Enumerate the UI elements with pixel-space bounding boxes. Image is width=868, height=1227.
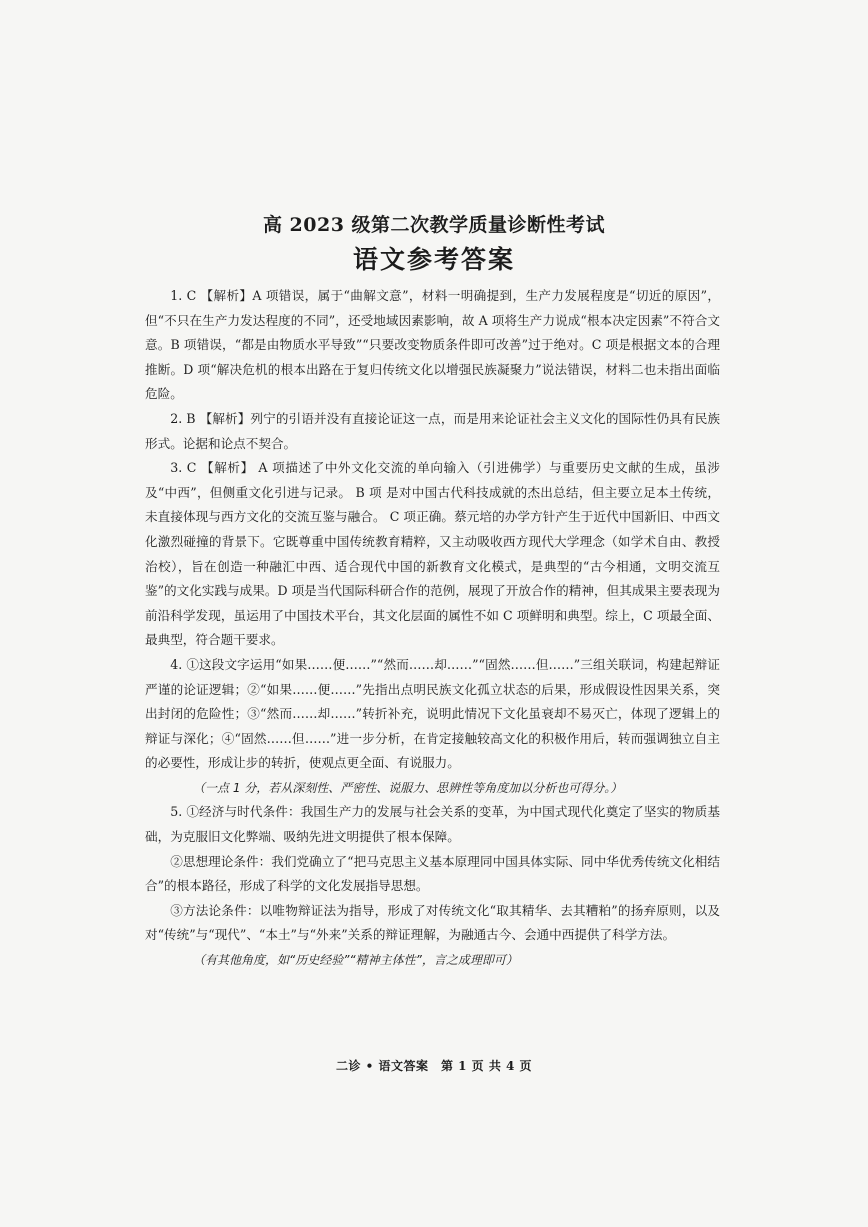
scoring-note-q4: （一点 1 分，若从深刻性、严密性、说服力、思辨性等角度加以分析也可得分。） — [193, 780, 623, 795]
answer-content — [145, 284, 720, 973]
page-title: 语文参考答案 — [352, 245, 515, 274]
answer-q3: 3. C 【解析】 A 项描述了中外文化交流的单向输入（引进佛学）与重要历史文献的生成，虽涉及“中西”，但侧重文化引进与记录。 B 项 是对中国古代科技成就的杰出总结，但主要立足本土传统，未直接体现与西方文化的交流互鉴与融合。 C 项正确。蔡元培的办学方针产生于近代中国新旧、中西文化激烈碰撞的背景下。它既尊重中国传统教育精粹，又主动吸收西方现代大学理念（如学术自由、教授治校），旨在创造一种融汇中西、适合现代中国的新教育文化模式，是典型的“古今相通，文明交流互鉴”的文化实践与成果。D 项是当代国际科研合作的范例，展现了开放合作的精神，但其成果主要表现为前沿科学发现，虽运用了中国技术平台，其文化层面的属性不如 C 项鲜明和典型。综上，C 项最全面、最典型，符合题干要求。 — [145, 460, 720, 648]
exam-title: 高 2023 级第二次教学质量诊断性考试 — [262, 214, 606, 236]
scoring-note-q5: （有其他角度，如“历史经验”“精神主体性”，言之成理即可） — [193, 953, 518, 968]
answer-q4: 4. ①这段文字运用“如果……便……”“然而……却……”“固然……但……”三组关联词，构建起辩证严谨的论证逻辑；②“如果……便……”先指出点明民族文化孤立状态的后果，形成假设性因果关系，突出封闭的危险性；③“然而……却……”转折补充，说明此情况下文化虽衰却不易灭亡，体现了逻辑上的辩证与深化；④“固然……但……”进一步分析，在肯定接触较高文化的积极作用后，转而强调独立自主的必要性，形成让步的转折，使观点更全面、有说服力。 — [145, 656, 720, 771]
page-footer: 二诊 • 语文答案 第 1 页 共 4 页 — [335, 1059, 533, 1073]
answer-q5-point2: ②思想理论条件：我们党确立了“把马克思主义基本原理同中国具体实际、同中华优秀传统文化相结合”的根本路径，形成了科学的文化发展指导思想。 — [145, 853, 720, 894]
answer-q1: 1. C 【解析】A 项错误，属于“曲解文意”，材料一明确提到，生产力发展程度是“切近的原因”，但“不只在生产力发达程度的不同”，还受地域因素影响，故 A 项将生产力说成“根本决定因素”不符合文意。B 项错误，“都是由物质水平导致”“只要改变物质条件即可改善”过于绝对。C 项是根据文本的合理推断。D 项“解决危机的根本出路在于复归传统文化以增强民族凝聚力”说法错误，材料二也未指出面临危险。 — [145, 288, 720, 402]
answer-q5-point3: ③方法论条件：以唯物辩证法为指导，形成了对传统文化“取其精华、去其糟粕”的扬弃原则，以及对“传统”与“现代”、“本土”与“外来”关系的辩证理解，为融通古今、会通中西提供了科学方法。 — [145, 902, 720, 943]
answer-q5-point1: 5. ①经济与时代条件：我国生产力的发展与社会关系的变革，为中国式现代化奠定了坚实的物质基础，为克服旧文化弊端、吸纳先进文明提供了根本保障。 — [145, 804, 720, 845]
answer-q2: 2. B 【解析】列宁的引语并没有直接论证这一点，而是用来论证社会主义文化的国际性仍具有民族形式。论据和论点不契合。 — [145, 410, 720, 451]
